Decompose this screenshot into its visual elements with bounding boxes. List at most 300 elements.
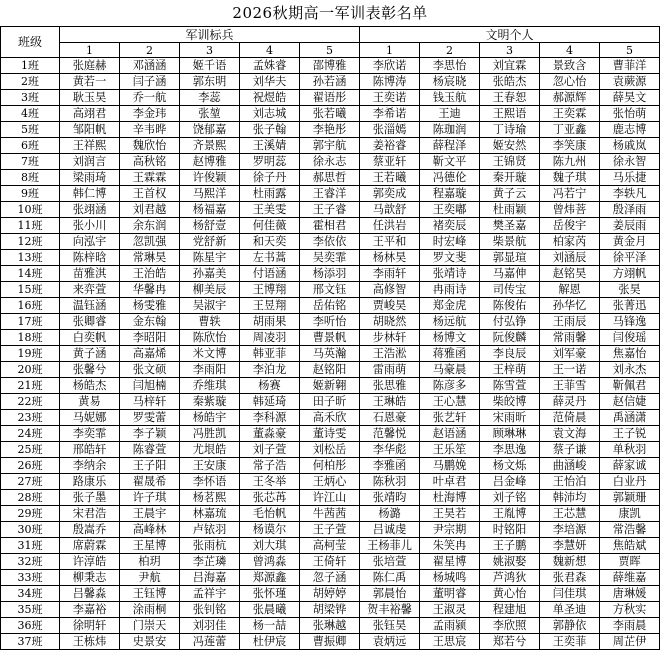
honor-roll-table [0, 26, 660, 650]
civil-column-number: 4 [540, 43, 600, 58]
civil-name-cell: 陈九州 [540, 154, 600, 170]
soldier-name-cell: 高禾欣 [300, 410, 360, 426]
table-row [1, 314, 660, 330]
civil-name-cell: 杨潞 [360, 506, 420, 522]
civil-name-cell: 郑若兮 [480, 634, 540, 650]
class-cell: 3班 [1, 90, 60, 106]
soldier-name-cell: 高峰林 [120, 522, 180, 538]
civil-name-cell: 康凯 [600, 506, 660, 522]
soldier-name-cell: 王子睿 [300, 202, 360, 218]
soldier-name-cell: 刘羽佳 [180, 618, 240, 634]
civil-name-cell: 冯德伦 [420, 170, 480, 186]
class-cell: 25班 [1, 442, 60, 458]
class-cell: 23班 [1, 410, 60, 426]
civil-name-cell: 芦鸿狄 [480, 570, 540, 586]
table-row [1, 522, 660, 538]
soldier-name-cell: 李听怡 [300, 314, 360, 330]
civil-name-cell: 赵信婕 [600, 394, 660, 410]
civil-name-cell: 王春恕 [480, 90, 540, 106]
civil-name-cell: 张艺轩 [420, 410, 480, 426]
soldier-name-cell: 路康乐 [60, 474, 120, 490]
civil-name-cell: 付弘铮 [480, 314, 540, 330]
civil-name-cell: 高修智 [360, 282, 420, 298]
table-row [1, 74, 660, 90]
civil-name-cell: 解恩 [540, 282, 600, 298]
civil-name-cell: 樊圣嘉 [480, 218, 540, 234]
civil-name-cell: 范馨悦 [360, 426, 420, 442]
soldier-name-cell: 史景安 [120, 634, 180, 650]
table-row [1, 90, 660, 106]
soldier-name-cell: 岳佑铭 [300, 298, 360, 314]
civil-name-cell: 钱玉航 [420, 90, 480, 106]
civil-name-cell: 张菁迅 [600, 298, 660, 314]
header-row-numbers [1, 43, 660, 58]
soldier-name-cell: 乔维琪 [180, 378, 240, 394]
civil-name-cell: 袁文海 [540, 426, 600, 442]
civil-name-cell: 曲涵峻 [540, 458, 600, 474]
table-row [1, 266, 660, 282]
civil-name-cell: 朱笑冉 [420, 538, 480, 554]
table-row [1, 330, 660, 346]
table-row [1, 154, 660, 170]
civil-name-cell: 姬安然 [480, 138, 540, 154]
civil-name-cell: 王子鹏 [480, 538, 540, 554]
soldier-name-cell: 韩仁博 [60, 186, 120, 202]
class-cell: 28班 [1, 490, 60, 506]
soldier-name-cell: 王晨宇 [120, 506, 180, 522]
soldier-name-cell: 梁雨琦 [60, 170, 120, 186]
soldier-name-cell: 杨添羽 [300, 266, 360, 282]
table-row [1, 426, 660, 442]
civil-name-cell: 闫俊瑶 [600, 330, 660, 346]
header-row-groups [1, 27, 660, 43]
soldier-name-cell: 耿玉昊 [60, 90, 120, 106]
civil-name-cell: 柴皎博 [480, 394, 540, 410]
class-cell: 9班 [1, 186, 60, 202]
soldier-name-cell: 来弈萱 [60, 282, 120, 298]
civil-name-cell: 步林轩 [360, 330, 420, 346]
civil-name-cell: 薛昊文 [600, 90, 660, 106]
soldier-name-cell: 郭东明 [180, 74, 240, 90]
soldier-name-cell: 涂雨桐 [120, 602, 180, 618]
soldier-name-cell: 王祥熙 [60, 138, 120, 154]
soldier-name-cell: 刘润言 [60, 154, 120, 170]
soldier-name-cell: 许淳皓 [60, 554, 120, 570]
soldier-name-cell: 杨谟尔 [240, 522, 300, 538]
civil-name-cell: 张思雅 [360, 378, 420, 394]
soldier-column-number: 3 [180, 43, 240, 58]
class-cell: 29班 [1, 506, 60, 522]
table-row [1, 586, 660, 602]
civil-column-number: 2 [420, 43, 480, 58]
civil-name-cell: 王子锐 [600, 426, 660, 442]
soldier-name-cell: 许俊颖 [180, 170, 240, 186]
soldier-name-cell: 张翊涵 [60, 202, 120, 218]
class-cell: 10班 [1, 202, 60, 218]
soldier-name-cell: 周凌羽 [240, 330, 300, 346]
soldier-name-cell: 席蔚霖 [60, 538, 120, 554]
class-cell: 1班 [1, 58, 60, 74]
civil-name-cell: 蔡亚轩 [360, 154, 420, 170]
soldier-name-cell: 胡梁铧 [300, 602, 360, 618]
civil-name-cell: 褚奕辰 [420, 218, 480, 234]
soldier-name-cell: 刘子萱 [240, 442, 300, 458]
soldier-name-cell: 秦紫璇 [180, 394, 240, 410]
class-cell: 5班 [1, 122, 60, 138]
civil-name-cell: 薛程泽 [420, 138, 480, 154]
soldier-name-cell: 杨舒壹 [180, 218, 240, 234]
soldier-name-cell: 陈睿萱 [120, 442, 180, 458]
soldier-name-cell: 王炳心 [300, 474, 360, 490]
soldier-name-cell: 齐景熙 [180, 138, 240, 154]
soldier-name-cell: 柳美辰 [180, 282, 240, 298]
civil-name-cell: 忽心怡 [540, 74, 600, 90]
soldier-name-cell: 徐明轩 [60, 618, 120, 634]
civil-name-cell: 杨文烁 [480, 458, 540, 474]
civil-name-cell: 陈雪萱 [480, 378, 540, 394]
civil-name-cell: 袁炳远 [360, 634, 420, 650]
soldier-name-cell: 常琳昊 [120, 250, 180, 266]
civil-name-cell: 景致含 [540, 58, 600, 74]
civil-name-cell: 曹菲洋 [600, 58, 660, 74]
soldier-name-cell: 高柯莹 [300, 538, 360, 554]
civil-name-cell: 贺丰裕馨 [360, 602, 420, 618]
column-group-soldiers: 军训标兵 [60, 27, 360, 43]
soldier-name-cell: 胡雨果 [240, 314, 300, 330]
civil-name-cell: 罗文斐 [420, 250, 480, 266]
civil-name-cell: 李慧妍 [540, 538, 600, 554]
soldier-name-cell: 郑源鑫 [240, 570, 300, 586]
civil-name-cell: 王昊若 [420, 506, 480, 522]
soldier-name-cell: 刘大琪 [240, 538, 300, 554]
soldier-name-cell: 王昱翔 [240, 298, 300, 314]
civil-name-cell: 郭静依 [540, 618, 600, 634]
soldier-name-cell: 林嘉琉 [180, 506, 240, 522]
civil-name-cell: 薛灵丹 [540, 394, 600, 410]
soldier-name-cell: 张晨曦 [240, 602, 300, 618]
class-cell: 18班 [1, 330, 60, 346]
civil-name-cell: 王琳皓 [360, 394, 420, 410]
soldier-name-cell: 邵博雅 [300, 58, 360, 74]
soldier-name-cell: 乔一航 [120, 90, 180, 106]
soldier-column-number: 4 [240, 43, 300, 58]
soldier-name-cell: 王钰博 [120, 586, 180, 602]
soldier-name-cell: 王美雯 [240, 202, 300, 218]
civil-name-cell: 贾晖 [600, 554, 660, 570]
soldier-name-cell: 辛韦晔 [120, 122, 180, 138]
soldier-name-cell: 孙嘉美 [180, 266, 240, 282]
civil-name-cell: 尹宗期 [420, 522, 480, 538]
civil-name-cell: 马嘉伸 [480, 266, 540, 282]
civil-name-cell: 刘涵辰 [540, 250, 600, 266]
civil-name-cell: 姜裕睿 [360, 138, 420, 154]
soldier-name-cell: 马熙洋 [180, 186, 240, 202]
civil-name-cell: 李笑康 [540, 138, 600, 154]
class-cell: 15班 [1, 282, 60, 298]
soldier-name-cell: 王首权 [120, 186, 180, 202]
soldier-name-cell: 李依依 [300, 234, 360, 250]
soldier-name-cell: 门崇天 [120, 618, 180, 634]
civil-name-cell: 郑金虎 [420, 298, 480, 314]
civil-name-cell: 黄心怡 [480, 586, 540, 602]
soldier-name-cell: 马梓轩 [120, 394, 180, 410]
civil-name-cell: 李欣照 [480, 618, 540, 634]
soldier-name-cell: 魏欣怡 [120, 138, 180, 154]
civil-name-cell: 李雨晨 [600, 618, 660, 634]
civil-name-cell: 秦开璇 [480, 170, 540, 186]
soldier-name-cell: 余东润 [120, 218, 180, 234]
civil-name-cell: 黄子云 [480, 186, 540, 202]
civil-name-cell: 方秋实 [600, 602, 660, 618]
civil-name-cell: 焦皓斌 [600, 538, 660, 554]
soldier-name-cell: 李奕霏 [60, 426, 120, 442]
civil-name-cell: 王锦贤 [480, 154, 540, 170]
table-row [1, 458, 660, 474]
soldier-name-cell: 张芯苒 [240, 490, 300, 506]
soldier-name-cell: 邹阳帆 [60, 122, 120, 138]
soldier-name-cell: 许子琪 [120, 490, 180, 506]
civil-name-cell: 王胤博 [480, 506, 540, 522]
table-row [1, 490, 660, 506]
table-row [1, 170, 660, 186]
civil-name-cell: 杨戚岚 [600, 138, 660, 154]
civil-name-cell: 袁蕨源 [600, 74, 660, 90]
civil-name-cell: 石恩豪 [360, 410, 420, 426]
soldier-name-cell: 左书蒿 [240, 250, 300, 266]
table-row [1, 554, 660, 570]
civil-name-cell: 时铭阳 [480, 522, 540, 538]
civil-name-cell: 顾琳琳 [480, 426, 540, 442]
civil-name-cell: 王若曦 [360, 170, 420, 186]
soldier-name-cell: 杨一喆 [240, 618, 300, 634]
civil-name-cell: 王心慧 [420, 394, 480, 410]
soldier-name-cell: 邓涵涵 [120, 58, 180, 74]
civil-name-cell: 张昊 [600, 282, 660, 298]
soldier-name-cell: 胡婷婷 [300, 586, 360, 602]
civil-name-cell: 徐平泽 [600, 250, 660, 266]
soldier-name-cell: 常子浩 [240, 458, 300, 474]
civil-name-cell: 王乐笙 [420, 442, 480, 458]
civil-name-cell: 常雨馨 [540, 330, 600, 346]
civil-name-cell: 姚淑娶 [480, 554, 540, 570]
civil-name-cell: 王芯慧 [540, 506, 600, 522]
table-row [1, 474, 660, 490]
soldier-name-cell: 邢文钰 [300, 282, 360, 298]
civil-name-cell: 张钰昊 [360, 618, 420, 634]
soldier-name-cell: 黄易 [60, 394, 120, 410]
soldier-name-cell: 韩亚菲 [240, 346, 300, 362]
document-title: 2026秋期高一军训表彰名单 [232, 4, 428, 22]
civil-name-cell: 韩沛均 [540, 490, 600, 506]
soldier-name-cell: 霍相君 [300, 218, 360, 234]
civil-name-cell: 殷泽雨 [600, 202, 660, 218]
soldier-name-cell: 闫旭楠 [120, 378, 180, 394]
soldier-name-cell: 张文硕 [120, 362, 180, 378]
civil-name-cell: 王淑灵 [420, 602, 480, 618]
civil-column-number: 5 [600, 43, 660, 58]
civil-name-cell: 陈秋羽 [360, 474, 420, 490]
civil-name-cell: 柏家芮 [540, 234, 600, 250]
soldier-name-cell: 金东翰 [120, 314, 180, 330]
soldier-column-number: 1 [60, 43, 120, 58]
soldier-name-cell: 陈欣怡 [180, 330, 240, 346]
civil-name-cell: 宋雨昕 [480, 410, 540, 426]
soldier-name-cell: 孟姝睿 [240, 58, 300, 74]
soldier-name-cell: 王睿洋 [300, 186, 360, 202]
soldier-name-cell: 姬新翱 [300, 378, 360, 394]
soldier-name-cell: 王霖霖 [120, 170, 180, 186]
soldier-name-cell: 徐永志 [300, 154, 360, 170]
civil-name-cell: 司传宝 [480, 282, 540, 298]
soldier-name-cell: 李雨阳 [180, 362, 240, 378]
civil-name-cell: 魏子琪 [540, 170, 600, 186]
table-row [1, 58, 660, 74]
table-row [1, 410, 660, 426]
civil-name-cell: 薛家诚 [600, 458, 660, 474]
civil-name-cell: 王迪 [420, 106, 480, 122]
civil-name-cell: 唐琳媛 [600, 586, 660, 602]
civil-name-cell: 李华彪 [360, 442, 420, 458]
civil-name-cell: 张培萱 [360, 554, 420, 570]
soldier-name-cell: 祝煜皓 [240, 90, 300, 106]
soldier-name-cell: 马妮娜 [60, 410, 120, 426]
soldier-name-cell: 王溪婧 [240, 138, 300, 154]
class-cell: 30班 [1, 522, 60, 538]
civil-name-cell: 马歆舒 [360, 202, 420, 218]
civil-name-cell: 杜雨颖 [480, 202, 540, 218]
civil-name-cell: 马乐捷 [600, 170, 660, 186]
soldier-name-cell: 郭宇航 [300, 138, 360, 154]
soldier-name-cell: 党舒新 [180, 234, 240, 250]
civil-name-cell: 黄金月 [600, 234, 660, 250]
soldier-name-cell: 赵铭阳 [300, 362, 360, 378]
civil-name-cell: 王奕诺 [360, 90, 420, 106]
table-row [1, 378, 660, 394]
civil-name-cell: 李雅函 [360, 458, 420, 474]
civil-name-cell: 郭晨怡 [360, 586, 420, 602]
civil-column-number: 3 [480, 43, 540, 58]
soldier-name-cell: 张堃 [180, 106, 240, 122]
civil-name-cell: 赵语涵 [420, 426, 480, 442]
civil-name-cell: 李思逸 [480, 442, 540, 458]
civil-name-cell: 常浩馨 [600, 522, 660, 538]
civil-name-cell: 王浩淞 [360, 346, 420, 362]
soldier-name-cell: 杨雯雅 [120, 298, 180, 314]
civil-name-cell: 胡晓然 [360, 314, 420, 330]
soldier-name-cell: 何佳薇 [240, 218, 300, 234]
soldier-name-cell: 张庭赫 [60, 58, 120, 74]
civil-name-cell: 张靖诗 [420, 266, 480, 282]
civil-name-cell: 陈仁禹 [360, 570, 420, 586]
civil-name-cell: 陈彦多 [420, 378, 480, 394]
soldier-name-cell: 杨皓宇 [180, 410, 240, 426]
civil-name-cell: 任洪岩 [360, 218, 420, 234]
civil-name-cell: 李雨轩 [360, 266, 420, 282]
soldier-name-cell: 罗雯蕾 [120, 410, 180, 426]
table-row [1, 218, 660, 234]
class-cell: 12班 [1, 234, 60, 250]
civil-name-cell: 岳俊宇 [540, 218, 600, 234]
civil-name-cell: 王思宸 [420, 634, 480, 650]
civil-name-cell: 郝源辉 [540, 90, 600, 106]
soldier-name-cell: 李金玮 [120, 106, 180, 122]
soldier-name-cell: 华馨冉 [120, 282, 180, 298]
table-row [1, 346, 660, 362]
class-cell: 20班 [1, 362, 60, 378]
soldier-name-cell: 田子昕 [300, 394, 360, 410]
soldier-name-cell: 卢铱羽 [180, 522, 240, 538]
table-header [1, 27, 660, 58]
soldier-name-cell: 刘华夫 [240, 74, 300, 90]
table-body [1, 58, 660, 650]
civil-name-cell: 李希诺 [360, 106, 420, 122]
soldier-name-cell: 马英瀚 [300, 346, 360, 362]
civil-name-cell: 杜海博 [420, 490, 480, 506]
soldier-name-cell: 郝思哲 [300, 170, 360, 186]
civil-name-cell: 周芷伊 [600, 634, 660, 650]
civil-name-cell: 李轶凡 [600, 186, 660, 202]
class-cell: 27班 [1, 474, 60, 490]
soldier-name-cell: 张怀瑾 [240, 586, 300, 602]
civil-name-cell: 贾峻昊 [360, 298, 420, 314]
civil-name-cell: 李良辰 [480, 346, 540, 362]
soldier-name-cell: 姬千语 [180, 58, 240, 74]
soldier-name-cell: 张馨兮 [60, 362, 120, 378]
soldier-name-cell: 李泊龙 [240, 362, 300, 378]
soldier-name-cell: 刘君越 [120, 202, 180, 218]
soldier-name-cell: 王栋炜 [60, 634, 120, 650]
table-row [1, 442, 660, 458]
soldier-name-cell: 许江山 [300, 490, 360, 506]
table-row [1, 602, 660, 618]
soldier-name-cell: 牛茜茜 [300, 506, 360, 522]
table-row [1, 634, 660, 650]
table-row [1, 394, 660, 410]
soldier-name-cell: 温钰涵 [60, 298, 120, 314]
soldier-name-cell: 曹振卿 [300, 634, 360, 650]
soldier-name-cell: 李昭阳 [120, 330, 180, 346]
soldier-name-cell: 付语涵 [240, 266, 300, 282]
class-cell: 36班 [1, 618, 60, 634]
soldier-name-cell: 忽子涵 [300, 570, 360, 586]
civil-name-cell: 李培源 [540, 522, 600, 538]
civil-name-cell: 白业丹 [600, 474, 660, 490]
class-cell: 33班 [1, 570, 60, 586]
soldier-name-cell: 张琳越 [300, 618, 360, 634]
civil-name-cell: 马锋逸 [600, 314, 660, 330]
soldier-name-cell: 曾鸿淼 [240, 554, 300, 570]
soldier-name-cell: 杨茗熙 [180, 490, 240, 506]
civil-name-cell: 张淄嫣 [360, 122, 420, 138]
civil-name-cell: 张靖昀 [360, 490, 420, 506]
civil-name-cell: 王奕霖 [540, 106, 600, 122]
soldier-name-cell: 王治皓 [120, 266, 180, 282]
soldier-name-cell: 董诗雯 [300, 426, 360, 442]
soldier-name-cell: 张雨杭 [180, 538, 240, 554]
civil-name-cell: 赵铭昊 [540, 266, 600, 282]
soldier-name-cell: 张子墨 [60, 490, 120, 506]
civil-name-cell: 杨城鸣 [420, 570, 480, 586]
civil-name-cell: 程建旭 [480, 602, 540, 618]
civil-name-cell: 马豪晨 [420, 362, 480, 378]
soldier-name-cell: 和天奕 [240, 234, 300, 250]
soldier-name-cell: 王倚轩 [300, 554, 360, 570]
soldier-name-cell: 尤垠皓 [180, 442, 240, 458]
civil-name-cell: 禹涵潇 [600, 410, 660, 426]
class-cell: 26班 [1, 458, 60, 474]
soldier-name-cell: 赵博雅 [180, 154, 240, 170]
civil-name-cell: 王杨菲儿 [360, 538, 420, 554]
